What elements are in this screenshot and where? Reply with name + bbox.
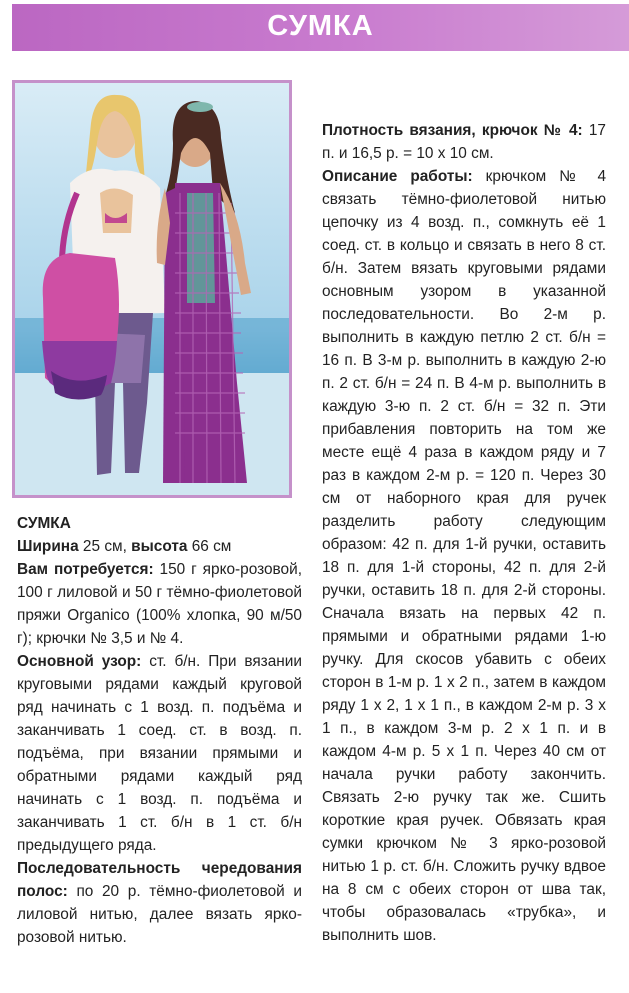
size-paragraph: [17, 535, 302, 558]
stripes-value: по 20 р. тёмно-фиолетовой и лиловой нитью, далее вязать ярко-розовой нитью.: [17, 883, 302, 946]
size-value: 25 см,: [78, 538, 132, 555]
work-paragraph: [322, 165, 606, 947]
pattern-value: ст. б/н. При вязании круговыми рядами каждый круговой ряд начинать с 1 возд. п. подъёма и заканчивать 1 соед. ст. в возд. п. подъёма, при вязании прямыми и обратными рядами каждый ряд начинать с 1 возд. п. подъёма и заканчивать 1 ст. б/н в 1 ст. б/н предыдущего ряда.: [17, 653, 302, 854]
pattern-label: Основной узор:: [17, 653, 142, 670]
materials-paragraph: [17, 558, 302, 650]
pattern-paragraph: [17, 650, 302, 857]
stripes-paragraph: [17, 857, 302, 949]
gauge-label: Плотность вязания, крючок № 4:: [322, 122, 583, 139]
work-label: Описание работы:: [322, 168, 473, 185]
page-title: СУМКА: [267, 10, 374, 42]
stripes-label: Последовательность чередования полос:: [17, 860, 302, 900]
materials-value: 150 г ярко-розовой, 100 г лиловой и 50 г тёмно-фиолетовой пряжи Organico (100% хлопка, 90 м/50 г); крючки № 3,5 и № 4.: [17, 561, 302, 647]
section-heading: СУМКА: [17, 515, 71, 532]
height-value: 66 см: [187, 538, 232, 555]
photo-frame: [12, 80, 292, 498]
right-column: [322, 119, 606, 947]
header-band: [12, 4, 629, 51]
size-label: Ширина: [17, 538, 79, 555]
gauge-paragraph: [322, 119, 606, 165]
height-label: высота: [131, 538, 188, 555]
materials-label: Вам потребуется:: [17, 561, 154, 578]
gauge-value: 17 п. и 16,5 р. = 10 х 10 см.: [322, 122, 606, 162]
work-value: крючком № 4 связать тёмно-фиолетовой нитью цепочку из 4 возд. п., сомкнуть её 1 соед. ст. в кольцо и связать в него 8 ст. б/н. Затем вязать круговыми рядами основным узором в указанной последовательности. Во 2-м р. выполнить в каждую петлю 2 ст. б/н = 16 п. В 3-м р. выполнить в каждую 2-ю п. 2 ст. б/н = 24 п. В 4-м р. выполнить в каждую 3-ю п. 2 ст. б/н = 32 п. Эти прибавления повторить на том же месте ещё 4 раза в каждом ряду и 7 раз в каждом 2-м р. = 120 п. Через 30 см от наборного края для ручек разделить работу следующим образом: 42 п. для 1-й ручки, оставить 18 п. для 1-й стороны, 42 п. для 2-й ручки, оставить 18 п. для 2-й стороны. Сначала вязать на первых 42 п. прямыми и обратными рядами 1-ю ручку. Для скосов убавить с обеих сторон в 1-м р. 1 х 2 п., затем в каждом ряду 1 х 2, 1 х 1 п., в каждом 2-м р. 3 х 1 п., в каждом 3-м р. 2 х 1 п. и в каждом 4-м р. 5 х 1 п. Через 40 см от начала ручки работу закончить. Связать 2-ю ручку так же. Сшить короткие края ручек. Обвязать края сумки крючком № 3 ярко-розовой нитью 1 р. ст. б/н. Сложить ручку вдвое на 8 см с обеих сторон от шва так, чтобы образовалась «трубка», и выполнить шов.: [322, 168, 607, 944]
photo-icon: [15, 83, 289, 495]
left-column: [17, 512, 302, 949]
